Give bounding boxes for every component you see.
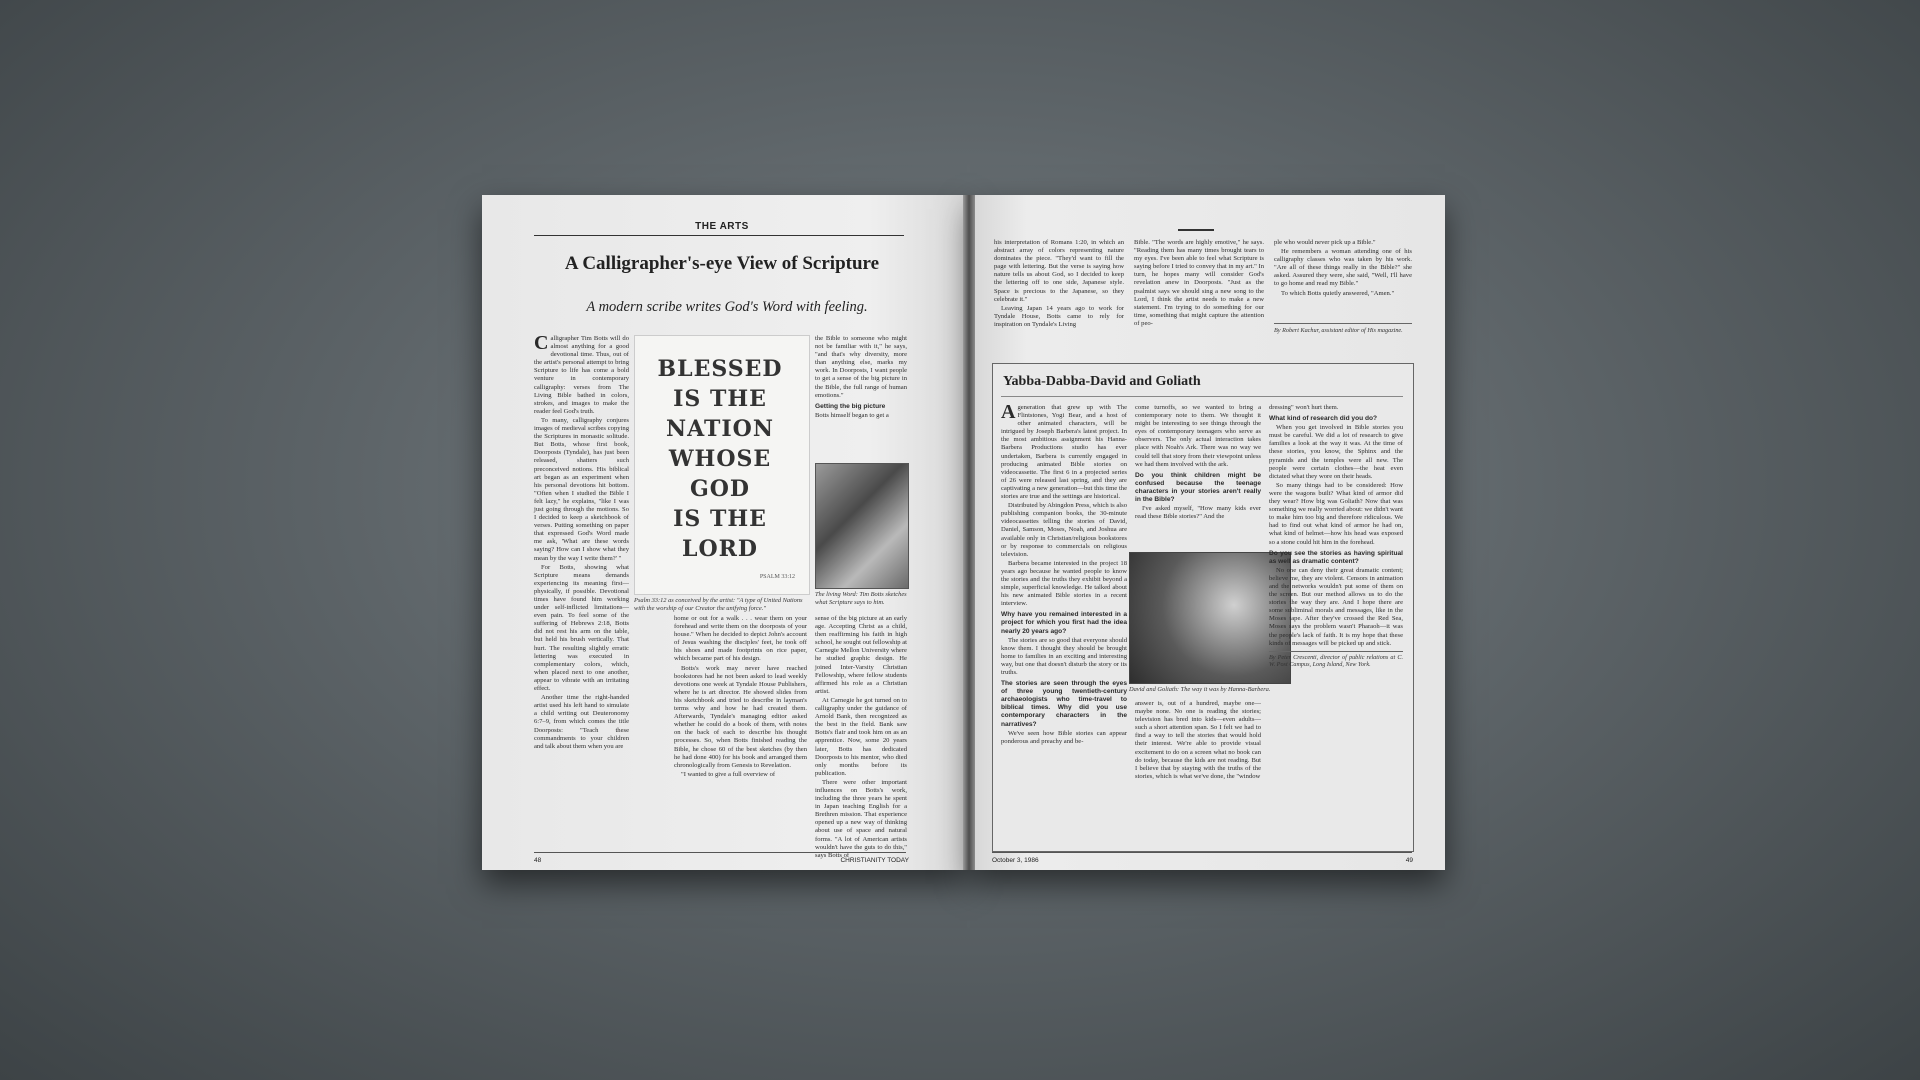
paragraph: When you get involved in Bible stories you must be careful. We did a lot of research to give families a look at the way it was. At the time of these stories, you know, the Sphinx and the pyramids and the temples were all new. The people were certain clothes—the heat even dictated what they wore on their heads. [1269,424,1403,480]
sidebar-column-3 [1269,404,1403,844]
paragraph: the Bible to someone who might not be familiar with it," he says, "and that's why diversity, more than anything else, marks my work. In Doorposts, I want people to get a sense of the big picture in the Bible, the full range of human emotions." [815,335,907,399]
footer-rule [534,852,906,853]
calligraphy-lettering: BLESSED IS THE NATION WHOSE GOD IS THE LORD [657,356,783,562]
interview-question: What kind of research did you do? [1269,415,1378,423]
interview-question: Do you think children might be confused because the teenage characters in your stories aren't really in the Bible? [1135,471,1261,504]
right-column-a [994,239,1124,355]
left-column-3-top [815,335,907,455]
paragraph: The stories are so good that everyone should know them. I thought they should be brought home to families in an exciting and interesting way, but one that doesn't disturb the story or its truths. [1001,636,1127,676]
paragraph: No one can deny their great dramatic content; believe me, they are violent. Censors in animation and the networks wouldn't put some of them on the screen. But our method allows us to do the stories the way they are. And I hope there are some subliminal morals and messages, like in the Moses tape. After they've crossed the Red Sea, Moses says the problem wasn't Pharaoh—it was the people's lack of faith. It is my hope that these kinds of messages will be picked up and stick. [1269,566,1403,647]
left-column-1 [534,332,629,850]
footer-rule [992,852,1412,853]
paragraph: Botts's work may never have reached bookstores had he not been asked to lead weekly devotions one week at Tyndale House Publishers, where he is art director. He showed slides from his sketchbook and tried to describe in layman's terms why and how he had created them. Afterwards, Tyndale's managing editor asked whether he could do a book of them, with notes on the back of each to describe his thought processes. So, when Botts finished reading the Bible, he chose 60 of the best sketches (by then he had done 400) for his book and arranged them chronologically from Genesis to Revelation. [674,664,807,769]
byline-rule [1269,651,1403,652]
paragraph: We've seen how Bible stories can appear ponderous and preachy and be- [1001,729,1127,745]
artist-photo [815,463,909,589]
paragraph: home or out for a walk . . . wear them on your forehead and write them on the doorposts of your house." When he decided to depict John's account of Jesus washing the disciples' feet, he took off his shoes and made footprints on rice paper, which became part of his design. [674,615,807,663]
sidebar-column-2-bottom [1135,700,1261,845]
byline-kachur: By Robert Kachur, assistant editor of His magazine. [1274,327,1403,334]
paragraph: He remembers a woman attending one of his calligraphy classes who was taken by his work. "Are all of these things really in the Bible?" she asked. Assured they were, she said, "Well, I'll have to go home and read my Bible." [1274,248,1412,288]
page-number: 48 [534,857,542,864]
left-column-3-bottom [815,615,907,859]
sidebar-column-1 [1001,401,1127,844]
magazine-name: CHRISTIANITY TODAY [840,857,909,864]
byline-rule [1274,323,1412,324]
paragraph: For Botts, showing what Scripture means demands experiencing its meaning first—physically, if possible. Devotional times have found him working under self-inflicted limitations—even pain. To feel some of the suffering of Hebrews 2:18, Botts did not rest his arm on the table, but held his brush vertically. That hurt. The resulting slightly erratic lettering was executed in complementary colors, which, when placed next to one another, appear to vibrate with an irritating effect. [534,563,629,693]
paragraph: "I wanted to give a full overview of [681,770,776,778]
photo-caption: The living Word: Tim Botts sketches what Scripture says to him. [815,591,907,606]
book-gutter [963,195,975,870]
sidebar-title: Yabba-Dabba-David and Goliath [1003,374,1201,389]
left-page [482,195,967,870]
right-column-c [1274,239,1412,319]
drop-cap: C [534,332,549,354]
interview-question: The stories are seen through the eyes of three young twentieth-century archaeologists who time-travel to biblical times. Why did you use contemporary characters in the narratives? [1001,680,1127,728]
paragraph: At Carnegie he got turned on to calligraphy under the guidance of Arnold Bank, then recognized as the best in the field. Bank saw Botts's flair and took him on as an apprentice. Now, some 20 years later, Botts has dedicated Doorposts to his mentor, who died only months before its publication. [815,696,907,777]
issue-date: October 3, 1986 [992,857,1039,864]
paragraph: Bible. "The words are highly emotive," he says. "Reading them has many times brought tears to my eyes. I've been able to feel what Scripture is saying before I tried to convey that in my art." In turn, he hopes many will consider God's revelation anew in Doorposts. "Just as the psalmist says we should sing a new song to the Lord, I think the artist needs to make a new statement. I'm trying to do something for our time, something that might capture the attention of peo- [1134,239,1264,327]
left-column-2 [674,615,807,845]
subheading: Getting the big picture [815,402,886,410]
paragraph: So many things had to be considered: How were the wagons built? What kind of armor did they wear? How big was Goliath? Now that was something we really worried about: we didn't want to make him too big and therefore ridiculous. We had to find out what kind of armor he had on, what kind of helmet—how his head was exposed so a stone could hit him in the forehead. [1269,481,1403,546]
section-label: THE ARTS [695,221,749,232]
artwork-verse-ref: PSALM 33:12 [759,574,795,580]
paragraph: alligrapher Tim Botts will do almost anything for a good devotional time. Thus, out of the artist's personal attempt to bring Scripture to life has come a bold venture in contemporary calligraphy: verses from The Living Bible bathed in colors, strokes, and images to make the reader feel God's truth. [534,335,629,415]
paragraph: sense of the big picture at an early age. Accepting Christ as a child, then reaffirming his faith in high school, he sought out fellowship at Carnegie Mellon University where he studied graphic design. He joined Inter-Varsity Christian Fellowship, where fellow students affirmed his role as a Christian artist. [815,615,907,695]
page-number: 49 [1405,857,1413,864]
paragraph: answer is, out of a hundred, maybe one—maybe none. No one is reading the stories; television has bred into kids—even adults—such a short attention span. So I felt we had to find a way to tell the stories that would hold their interest. We're able to provide visual excitement to do on a screen what no book can do today, because the kids are not reading. But I believe that by staying with the truths of the stories, which is what we've done, the "window [1135,700,1261,780]
sidebar-column-2-top [1135,404,1261,544]
drop-cap: A [1001,401,1016,423]
sidebar-title-rule [1001,396,1403,397]
byline-crescenti: By Peter Crescenti, director of public relations at C. W. Post Campus, Long Island, New York. [1269,653,1403,668]
article-subhead: A modern scribe writes God's Word with feeling. [586,299,868,315]
paragraph: Another time the right-handed artist used his left hand to simulate a child writing out Deuteronomy 6:7–9, from which comes the title Doorposts: "Teach these commandments to your children and talk about them when you are [534,694,629,750]
paragraph: generation that grew up with The Flintstones, Yogi Bear, and a host of other animated characters, will be intrigued by Joseph Barbera's latest project. In the most ambitious assignment his Hanna-Barbera Productions studio has ever undertaken, Barbera is currently engaged in producing animated Bible stories on videocassette. The first 6 in a projected series of 26 were released last spring, and they are captivating a new generation—but this time the stories are true and the settings are historical. [1001,404,1127,501]
paragraph: come turnoffs, so we wanted to bring a contemporary note to them. We thought it might be interesting to see things through the eyes of contemporary teenagers who serve as observers. The only actual interaction takes place with Noah's Ark. There was no way we could tell that story from their viewpoint unless we had them involved with the ark. [1135,404,1261,468]
sidebar-box [992,363,1414,852]
paragraph: There were other important influences on Botts's work, including the three years he spent in Japan teaching English for a Brethren mission. That experience opened up a new way of thinking about use of space and natural forms. "A lot of American artists wouldn't have the guts to do this," says Botts of [815,778,907,859]
right-column-b [1134,239,1264,355]
paragraph: Barbera became interested in the project 18 years ago because he wanted people to know the stories and the truths they exhibit beyond a simple, superficial knowledge. He talked about his new animated Bible stories in a recent interview. [1001,559,1127,608]
article-headline: A Calligrapher's-eye View of Scripture [564,253,880,274]
paragraph: Leaving Japan 14 years ago to work for Tyndale House, Botts came to rely for inspiration on Tyndale's Living [994,304,1124,328]
paragraph: ple who would never pick up a Bible." [1274,239,1376,246]
paragraph: his interpretation of Romans 1:20, in which an abstract array of colors representing nature dominates the piece. "They'd want to fill the page with lettering. But the verse is saying how nature tells us about God, so I decided to keep the lettering off to one side, Japanese style. Space is precious to the Japanese, so they celebrate it." [994,239,1124,303]
top-ornament-rule [1178,229,1214,231]
interview-question: Why have you remained interested in a project for which you first had the idea nearly 20 years ago? [1001,611,1127,635]
paragraph: To which Botts quietly answered, "Amen." [1281,289,1395,297]
paragraph: dressing" won't hurt them. [1269,404,1339,411]
david-goliath-still [1129,552,1291,684]
interview-question: Do you see the stories as having spiritual as well as dramatic content? [1269,549,1403,565]
paragraph: I've asked myself, "How many kids ever read these Bible stories?" And the [1135,505,1261,521]
calligraphy-artwork [634,335,810,595]
paragraph: Distributed by Abingdon Press, which is also publishing companion books, the 30-minute videocassettes telling the stories of David, Daniel, Samson, Moses, Noah, and Joshua are available only in Christian/religious bookstores or by response to commercials on religious television. [1001,502,1127,558]
header-rule [534,235,904,236]
paragraph: To many, calligraphy conjures images of medieval scribes copying the Scriptures in monastic solitude. But Botts, whose first book, Doorposts (Tyndale), has just been released, shatters such preconceived notions. His biblical art began as an experiment when his personal devotions hit bottom. "Often when I studied the Bible I felt lazy," he explains, "like I was just going through the motions. So I decided to keep a sketchbook of verses. Putting something on paper that expressed God's Word made me ask, 'What are these words saying? How can I show what they mean by the way I write them?' " [534,416,629,562]
cartoon-caption: David and Goliath: The way it was by Hanna-Barbera. [1129,686,1271,693]
paragraph: Botts himself began to get a [815,411,889,419]
right-page [970,195,1445,870]
artwork-caption: Psalm 33:12 as conceived by the artist: "A type of United Nations with the worship of our Creator the unifying force." [634,597,803,612]
